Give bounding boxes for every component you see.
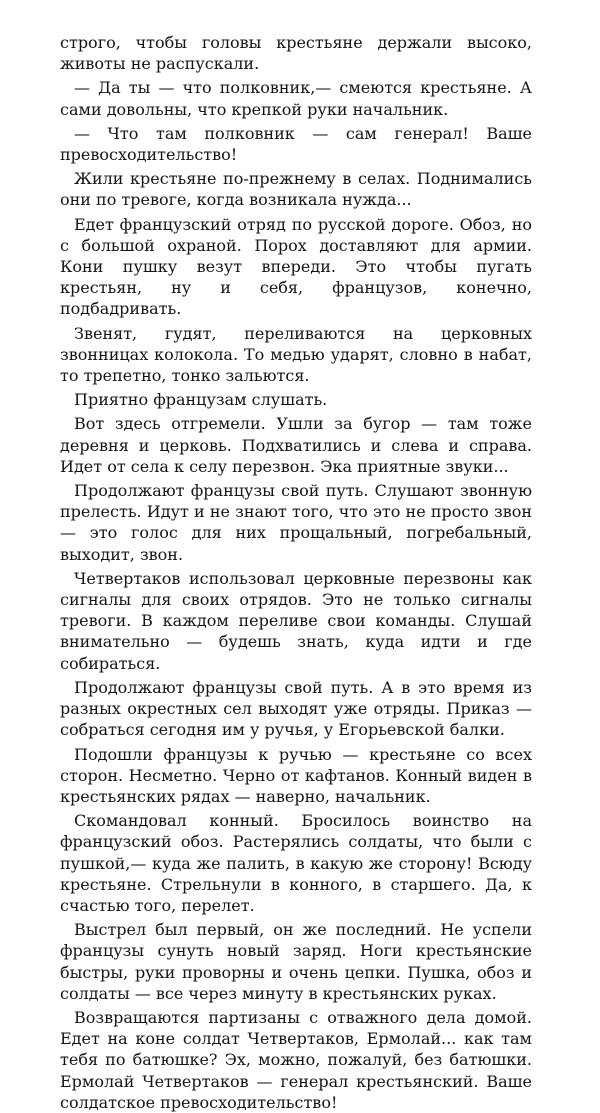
paragraph: Четвертаков использовал церковные перезвоны как сигналы для своих отрядов. Это не только сигналы тревоги. В каждом переливе свои команды. Слушай внимательно — будешь знать, куда идти и где собираться. <box>60 568 532 673</box>
paragraph: Приятно французам слушать. <box>74 390 328 410</box>
paragraph: Продолжают французы свой путь. Слушают звонную прелесть. Идут и не знают того, что это не просто звон — это голос для них прощальный, погребальный, выходит, звон. <box>60 481 532 564</box>
paragraph: Подошли французы к ручью — крестьяне со всех сторон. Несметно. Черно от кафтанов. Конный виден в крестьянских рядах — наверно, начальник. <box>60 744 532 806</box>
paragraph-dialogue: — Что там полковник — сам генерал! Ваше превосходительство! <box>60 123 532 165</box>
paragraph-continuation: строго, чтобы головы крестьяне держали высоко, животы не распускали. <box>60 33 532 74</box>
paragraph: Звенят, гудят, переливаются на церковных звонницах колокола. То медью ударят, словно в набат, то трепетно, тонко зальются. <box>60 323 532 386</box>
paragraph: Скомандовал конный. Бросилось воинство на французский обоз. Растерялись солдаты, что были с пушкой,— куда же палить, в какую же сторону! Всюду крестьяне. Стрельнули в конного, в старшего. Да, к счастью того, перелет. <box>60 811 532 915</box>
paragraph: Жили крестьяне по-прежнему в селах. Поднимались они по тревоге, когда возникала нужда... <box>60 169 532 210</box>
paragraph-dialogue: — Да ты — что полковник,— смеются крестьяне. А сами довольны, что крепкой руки начальник. <box>60 78 532 119</box>
paragraph: Едет французский отряд по русской дороге. Обоз, но с большой охраной. Порох доставляют для армии. Кони пушку везут впереди. Это чтобы пугать крестьян, ну и себя, французов, конечно, подбадривать. <box>60 214 532 319</box>
paragraph: Вот здесь отгремели. Ушли за бугор — там тоже деревня и церковь. Подхватились и слева и справа. Идет от села к селу перезвон. Эка приятные звуки... <box>60 414 532 476</box>
paragraph: Продолжают французы свой путь. А в это время из разных окрестных сел выходят уже отряды. Приказ — собраться сегодня им у ручья, у Егорьевской балки. <box>60 677 532 740</box>
paragraph: Возвращаются партизаны с отважного дела домой. Едет на коне солдат Четвертаков, Ермолай... как там тебя по батюшке? Эх, можно, пожалуй, без батюшки. Ермолай Четвертаков — генерал крестьянский. Ваше солдатское превосходительство! <box>60 1007 532 1112</box>
paragraph: Выстрел был первый, он же последний. Не успели французы сунуть новый заряд. Ноги крестьянские быстры, руки проворны и очень цепки. Пушка, обоз и солдаты — все через минуту в крестьянских руках. <box>60 920 532 1003</box>
